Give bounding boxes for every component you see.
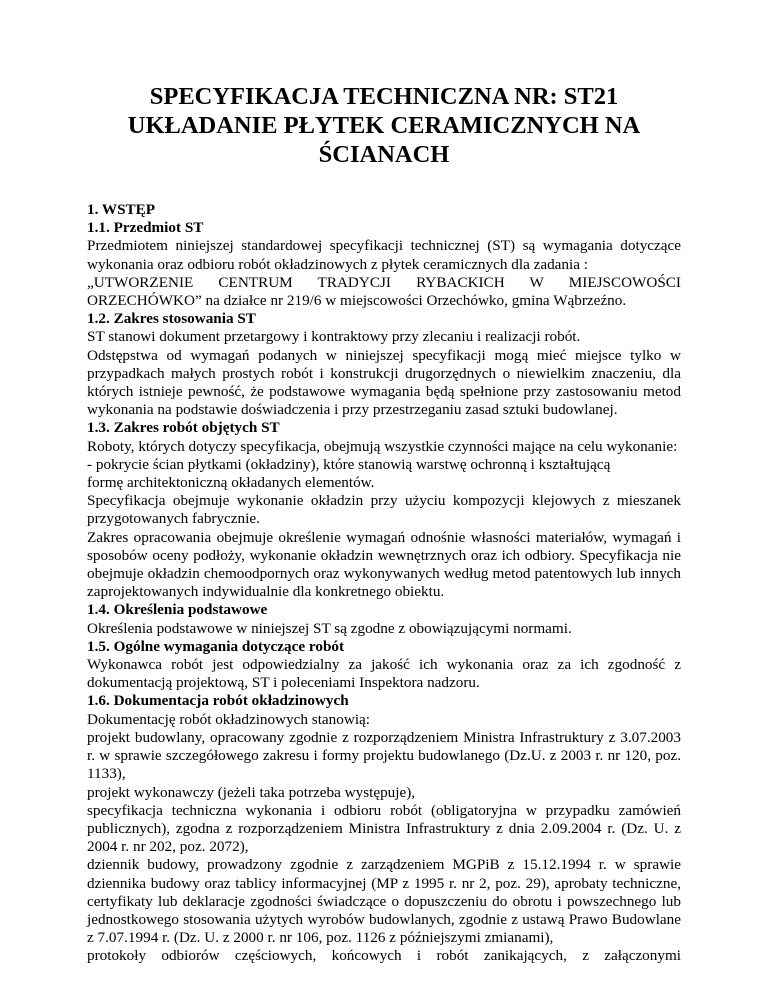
heading-1-1: 1.1. Przedmiot ST	[87, 219, 204, 237]
paragraph-1-2-b: Odstępstwa od wymagań podanych w niniejszej specyfikacji mogą mieć miejsce tylko w przypadkach małych prostych robót i konstrukcji drugorzędnych o niewielkim znaczeniu, dla których istnieje pewność, że podstawowe wymagania będą spełnione przy zastosowaniu metod wykonania na podstawie doświadczenia i przy przestrzeganiu zasad sztuki budowlanej.	[87, 346, 681, 419]
heading-1-5: 1.5. Ogólne wymagania dotyczące robót	[87, 637, 345, 655]
paragraph-1-6-d: specyfikacja techniczna wykonania i odbioru robót (obligatoryjna w przypadku zamówień publicznych), zgodna z rozporządzeniem Ministra Infrastruktury z dnia 2.09.2004 r. (Dz. U. z 2004 r. nr 202, poz. 2072),	[87, 801, 681, 856]
paragraph-1-3-d: Zakres opracowania obejmuje określenie wymagań odnośnie własności materiałów, wymagań i sposobów oceny podłoży, wykonanie okładzin wewnętrznych oraz ich odbiory. Specyfikacja nie obejmuje okładzin chemoodpornych oraz wykonywanych według metod patentowych lub innych zaprojektowanych indywidualnie dla konkretnego obiektu.	[87, 528, 681, 601]
paragraph-1-1-c: ORZECHÓWKO” na działce nr 219/6 w miejscowości Orzechówko, gmina Wąbrzeźno.	[87, 292, 627, 310]
paragraph-1-6-c: projekt wykonawczy (jeżeli taka potrzeba występuje),	[87, 783, 416, 801]
paragraph-1-1-b: „UTWORZENIE CENTRUM TRADYCJI RYBACKICH W MIEJSCOWOŚCI	[87, 273, 681, 291]
heading-1-2: 1.2. Zakres stosowania ST	[87, 310, 256, 328]
document-page	[87, 82, 681, 966]
paragraph-1-2-a: ST stanowi dokument przetargowy i kontraktowy przy zlecaniu i realizacji robót.	[87, 328, 581, 346]
document-body	[87, 201, 681, 966]
paragraph-1-6-f: protokoły odbiorów częściowych, końcowych i robót zanikających, z załączonymi	[87, 947, 681, 965]
heading-1: 1. WSTĘP	[87, 201, 156, 218]
paragraph-1-6-b: projekt budowlany, opracowany zgodnie z rozporządzeniem Ministra Infrastruktury z 3.07.2003 r. w sprawie szczegółowego zakresu i formy projektu budowlanego (Dz.U. z 2003 r. nr 120, poz. 1133),	[87, 728, 681, 783]
paragraph-1-3-a: Roboty, których dotyczy specyfikacja, obejmują wszystkie czynności mające na celu wykonanie:	[87, 437, 678, 455]
paragraph-1-3-b2: formę architektoniczną okładanych elementów.	[87, 474, 375, 492]
paragraph-1-5: Wykonawca robót jest odpowiedzialny za jakość ich wykonania oraz za ich zgodność z dokumentacją projektową, ST i poleceniami Inspektora nadzoru.	[87, 656, 681, 692]
heading-1-3: 1.3. Zakres robót objętych ST	[87, 419, 280, 437]
title-line-3: ŚCIANACH	[318, 141, 450, 168]
document-title	[87, 82, 681, 169]
paragraph-1-1-a: Przedmiotem niniejszej standardowej specyfikacji technicznej (ST) są wymagania dotyczące wykonania oraz odbioru robót okładzinowych z płytek ceramicznych dla zadania :	[87, 237, 681, 273]
heading-1-4: 1.4. Określenia podstawowe	[87, 601, 268, 619]
paragraph-1-3-b1: - pokrycie ścian płytkami (okładziny), które stanowią warstwę ochronną i kształtującą	[87, 455, 611, 473]
title-line-2: UKŁADANIE PŁYTEK CERAMICZNYCH NA	[127, 112, 641, 139]
title-line-1: SPECYFIKACJA TECHNICZNA NR: ST21	[149, 83, 619, 110]
paragraph-1-3-c: Specyfikacja obejmuje wykonanie okładzin przy użyciu kompozycji klejowych z mieszanek przygotowanych fabrycznie.	[87, 492, 681, 528]
paragraph-1-6-e: dziennik budowy, prowadzony zgodnie z zarządzeniem MGPiB z 15.12.1994 r. w sprawie dziennika budowy oraz tablicy informacyjnej (MP z 1995 r. nr 2, poz. 29), aprobaty techniczne, certyfikaty lub deklaracje zgodności świadczące o dopuszczeniu do obrotu i powszechnego lub jednostkowego stosowania użytych wyrobów budowlanych, zgodnie z ustawą Prawo Budowlane z 7.07.1994 r. (Dz. U. z 2000 r. nr 106, poz. 1126 z późniejszymi zmianami),	[87, 856, 681, 947]
paragraph-1-6-a: Dokumentację robót okładzinowych stanowią:	[87, 710, 371, 728]
paragraph-1-4: Określenia podstawowe w niniejszej ST są zgodne z obowiązującymi normami.	[87, 619, 572, 637]
heading-1-6: 1.6. Dokumentacja robót okładzinowych	[87, 692, 349, 710]
